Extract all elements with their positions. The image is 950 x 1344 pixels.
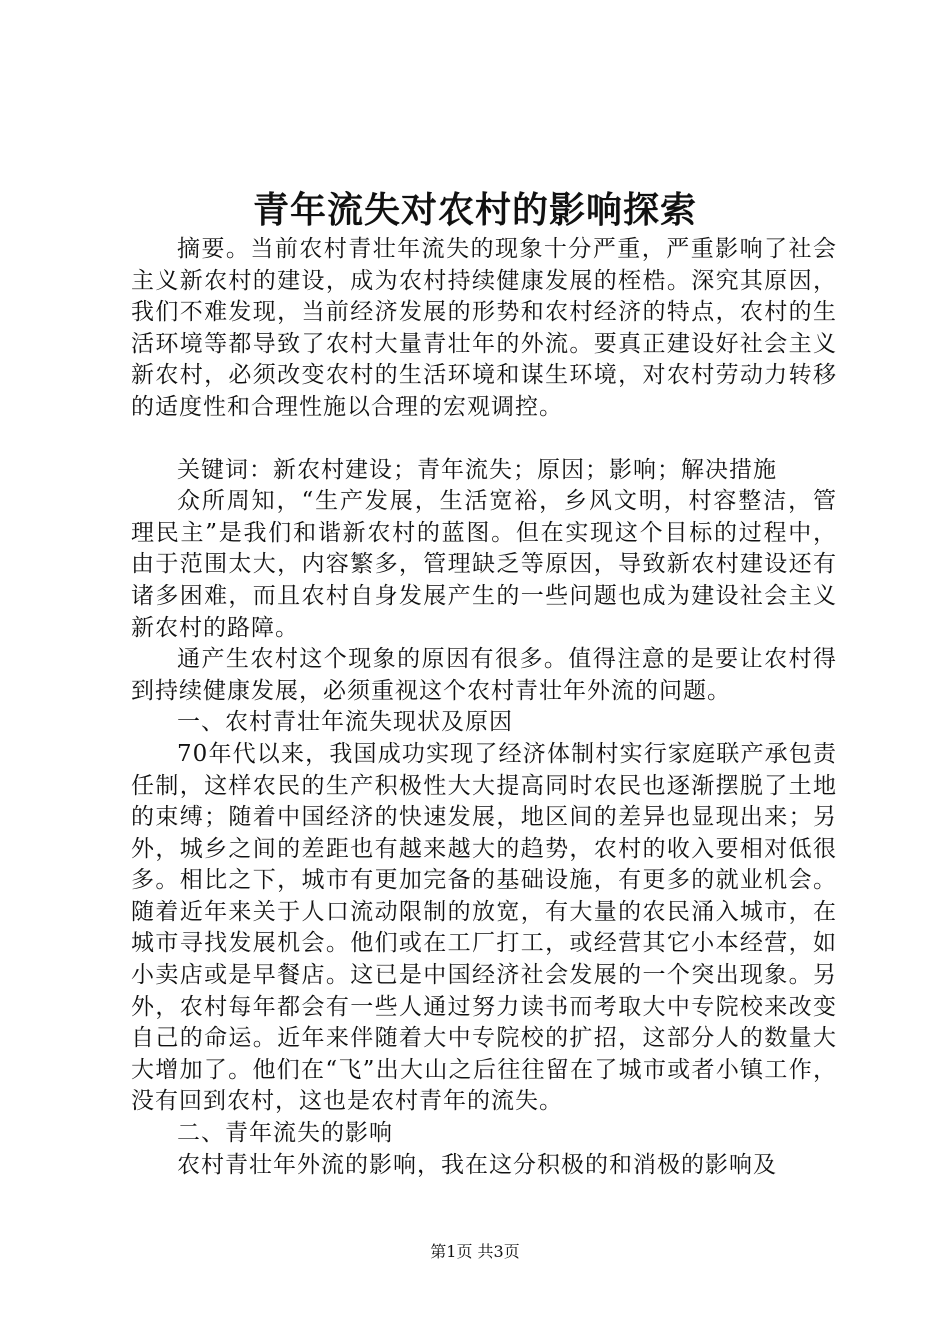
section-heading-2: 二、青年流失的影响 (177, 1120, 393, 1147)
intro-paragraph-2: 通产生农村这个现象的原因有很多。值得注意的是要让农村得到持续健康发展，必须重视这个农村青壮年外流的问题。 (131, 646, 837, 704)
section-heading-1: 一、农村青壮年流失现状及原因 (177, 709, 513, 736)
abstract-paragraph: 摘要。当前农村青壮年流失的现象十分严重，严重影响了社会主义新农村的建设，成为农村持续健康发展的桎梏。深究其原因，我们不难发现，当前经济发展的形势和农村经济的特点，农村的生活环境等都导致了农村大量青壮年的外流。要真正建设好社会主义新农村，必须改变农村的生活环境和谋生环境，对农村劳动力转移的适度性和合理性施以合理的宏观调控。 (131, 236, 837, 420)
document-body (131, 234, 837, 1181)
paragraph-spacer (131, 424, 837, 455)
intro-paragraph-1: 众所周知，“生产发展，生活宽裕，乡风文明，村容整洁，管理民主”是我们和谐新农村的蓝图。但在实现这个目标的过程中，由于范围太大，内容繁多，管理缺乏等原因，导致新农村建设还有诸多困难，而且农村自身发展产生的一些问题也成为建设社会主义新农村的路障。 (131, 488, 837, 641)
section-2-paragraph: 农村青壮年外流的影响，我在这分积极的和消极的影响及 (177, 1151, 777, 1178)
document-title: 青年流失对农村的影响探索 (252, 189, 697, 231)
section-1-paragraph: 70年代以来，我国成功实现了经济体制村实行家庭联产承包责任制，这样农民的生产积极性大大提高同时农民也逐渐摆脱了土地的束缚；随着中国经济的快速发展，地区间的差异也显现出来；另外，城乡之间的差距也有越来越大的趋势，农村的收入要相对低很多。相比之下，城市有更加完备的基础设施，有更多的就业机会。随着近年来关于人口流动限制的放宽，有大量的农民涌入城市，在城市寻找发展机会。他们或在工厂打工，或经营其它小本经营，如小卖店或是早餐店。这已是中国经济社会发展的一个突出现象。另外，农村每年都会有一些人通过努力读书而考取大中专院校来改变自己的命运。近年来伴随着大中专院校的扩招，这部分人的数量大大增加了。他们在“飞”出大山之后往往留在了城市或者小镇工作，没有回到农村，这也是农村青年的流失。 (131, 740, 837, 1115)
keywords-line: 关键词：新农村建设；青年流失；原因；影响；解决措施 (177, 456, 777, 483)
page-footer: 第1页 共3页 (430, 1242, 520, 1261)
